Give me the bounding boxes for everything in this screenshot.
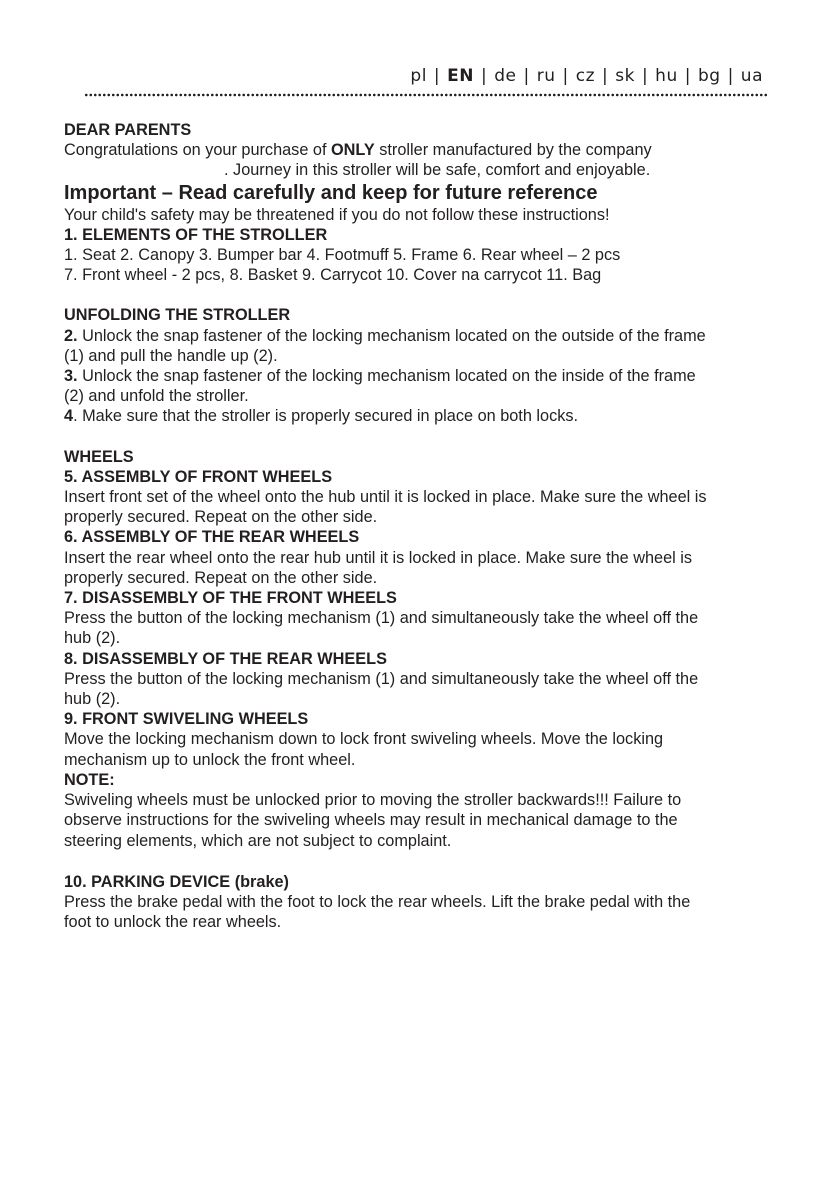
lang-hu[interactable]: hu [655, 66, 678, 86]
lang-ru[interactable]: ru [536, 66, 556, 86]
unfolding-step-cont: (1) and pull the handle up (2). [64, 346, 278, 365]
lang-separator: | [641, 66, 649, 86]
lang-ua[interactable]: ua [740, 66, 763, 86]
lang-bg[interactable]: bg [697, 66, 721, 86]
lang-sk[interactable]: sk [615, 66, 635, 86]
brand-name: ONLY [331, 141, 375, 160]
lang-separator: | [602, 66, 609, 86]
section-text: properly secured. Repeat on the other side. [64, 568, 378, 587]
unfolding-step-cont: (2) and unfold the stroller. [64, 387, 249, 406]
section-title: 8. DISASSEMBLY OF THE REAR WHEELS [64, 649, 387, 668]
lang-separator: | [481, 66, 488, 86]
section-text: properly secured. Repeat on the other side. [64, 508, 378, 527]
parking-text: Press the brake pedal with the foot to lock the rear wheels. Lift the brake pedal with the [64, 892, 691, 911]
unfolding-step: 4. Make sure that the stroller is properly secured in place on both locks. [64, 407, 579, 426]
section-title: 6. ASSEMBLY OF THE REAR WHEELS [64, 528, 360, 547]
congratulations-text-line2: . Journey in this stroller will be safe, comfort and enjoyable. [224, 161, 651, 180]
dotted-divider [84, 92, 768, 98]
dear-parents-heading: DEAR PARENTS [64, 121, 192, 139]
unfolding-step: 3. Unlock the snap fastener of the locking mechanism located on the inside of the frame [64, 367, 696, 386]
unfolding-heading: UNFOLDING THE STROLLER [64, 306, 291, 325]
section-text: Insert front set of the wheel onto the hub until it is locked in place. Make sure the wheel is [64, 488, 707, 507]
section-text: Insert the rear wheel onto the rear hub until it is locked in place. Make sure the wheel is [64, 548, 693, 567]
parking-title: 10. PARKING DEVICE (brake) [64, 872, 289, 891]
lang-separator: | [562, 66, 569, 86]
lang-cz[interactable]: cz [575, 66, 595, 86]
section-title: 9. FRONT SWIVELING WHEELS [64, 710, 309, 729]
lang-en[interactable]: EN [447, 66, 474, 86]
important-heading: Important – Read carefully and keep for future reference [64, 181, 598, 204]
section-text: mechanism up to unlock the front wheel. [64, 750, 356, 769]
note-title: NOTE: [64, 770, 115, 789]
lang-separator: | [523, 66, 530, 86]
wheels-heading: WHEELS [64, 447, 134, 466]
congratulations-text: Congratulations on your purchase of ONLY stroller manufactured by the company [64, 141, 652, 160]
note-text: steering elements, which are not subject to complaint. [64, 831, 452, 850]
lang-de[interactable]: de [494, 66, 517, 86]
section-text: hub (2). [64, 629, 121, 648]
note-text: Swiveling wheels must be unlocked prior to moving the stroller backwards!!! Failure to [64, 791, 682, 810]
document-body [64, 120, 784, 932]
lang-separator: | [727, 66, 734, 86]
elements-line: 1. Seat 2. Canopy 3. Bumper bar 4. Footmuff 5. Frame 6. Rear wheel – 2 pcs [64, 246, 621, 265]
section-text: Press the button of the locking mechanism (1) and simultaneously take the wheel off the [64, 669, 699, 688]
lang-separator: | [684, 66, 691, 86]
parking-text: foot to unlock the rear wheels. [64, 913, 282, 932]
section-text: hub (2). [64, 690, 121, 709]
note-text: observe instructions for the swiveling wheels may result in mechanical damage to the [64, 811, 678, 830]
elements-heading: 1. ELEMENTS OF THE STROLLER [64, 225, 328, 244]
safety-warning: Your child's safety may be threatened if you do not follow these instructions! [64, 205, 610, 224]
section-text: Move the locking mechanism down to lock front swiveling wheels. Move the locking [64, 730, 664, 749]
elements-line: 7. Front wheel - 2 pcs, 8. Basket 9. Carrycot 10. Cover na carrycot 11. Bag [64, 266, 602, 285]
language-selector [410, 66, 763, 86]
lang-pl[interactable]: pl [410, 66, 427, 86]
lang-separator: | [433, 66, 441, 86]
unfolding-step: 2. Unlock the snap fastener of the locking mechanism located on the outside of the frame [64, 326, 706, 345]
section-text: Press the button of the locking mechanism (1) and simultaneously take the wheel off the [64, 609, 699, 628]
section-title: 5. ASSEMBLY OF FRONT WHEELS [64, 467, 333, 486]
section-title: 7. DISASSEMBLY OF THE FRONT WHEELS [64, 589, 397, 608]
